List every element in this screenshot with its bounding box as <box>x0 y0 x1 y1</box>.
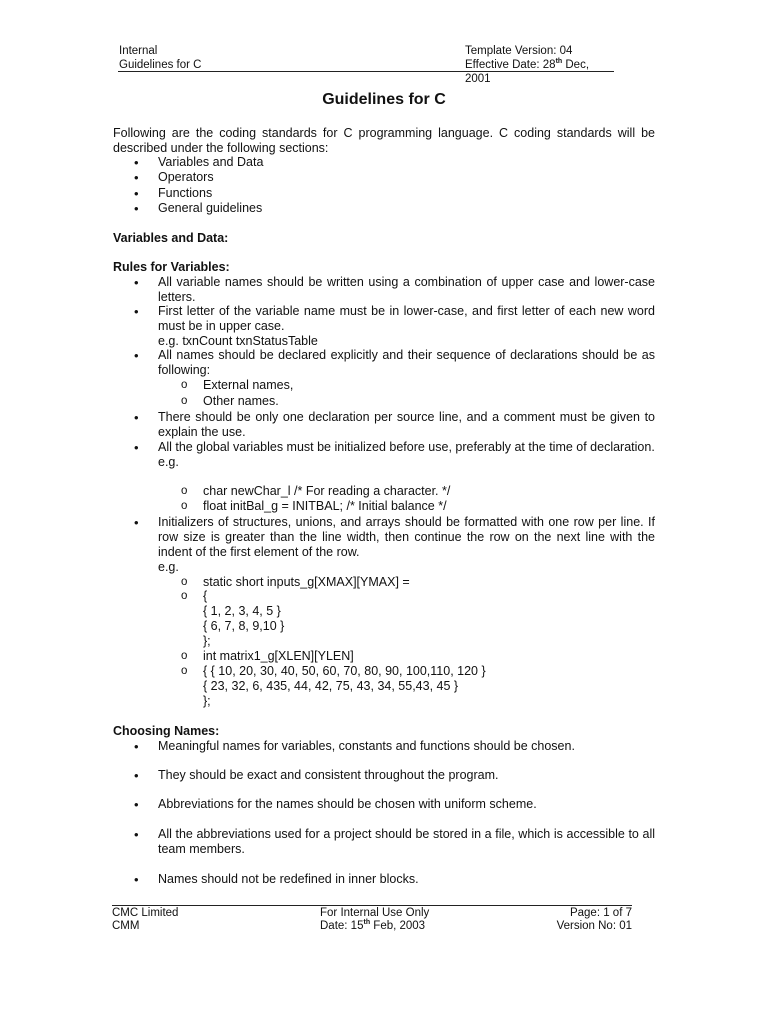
section-heading-choosing-names: Choosing Names: <box>113 724 220 738</box>
code-block: o { { 10, 20, 30, 40, 50, 60, 70, 80, 90, 100,110, 120 } { 23, 32, 6, 435, 44, 42, 75, 43, 34, 55,43, 45 } }; <box>181 664 486 708</box>
list-item: • All names should be declared explicitly and their sequence of declarations should be as following: <box>134 348 655 377</box>
sub-list-item: o External names, <box>181 378 294 392</box>
list-item: • Operators <box>134 170 214 185</box>
code-block: o { { 1, 2, 3, 4, 5 } { 6, 7, 8, 9,10 } }; <box>181 589 285 648</box>
header-doc-name: Guidelines for C <box>119 59 202 71</box>
sub-list-item: o char newChar_l /* For reading a character. */ <box>181 484 451 498</box>
list-item: • Functions <box>134 186 213 201</box>
header-right <box>465 44 614 86</box>
list-item: • They should be exact and consistent throughout the program. <box>134 768 499 783</box>
page-header <box>118 43 614 85</box>
list-item: • Initializers of structures, unions, and arrays should be formatted with one row per line. If row size is greater than the line width, then continue the row on the next line with the indent of the first element of the row. e.g. <box>134 515 655 574</box>
page-title: Guidelines for C <box>322 91 446 108</box>
footer-version: Version No: 01 <box>556 920 632 932</box>
header-effective-date: Effective Date: 28th Dec, 2001 <box>465 58 590 85</box>
list-item: • All the global variables must be initialized before use, preferably at the time of declaration. e.g. <box>134 440 655 469</box>
header-template-version: Template Version: 04 <box>465 45 573 57</box>
footer-right <box>557 907 632 933</box>
list-item: • Variables and Data <box>134 155 264 170</box>
list-item: • Abbreviations for the names should be chosen with uniform scheme. <box>134 797 537 812</box>
list-item: • All variable names should be written using a combination of upper case and lower-case letters. <box>134 275 655 304</box>
list-item: • Names should not be redefined in inner blocks. <box>134 872 419 887</box>
list-item: • Meaningful names for variables, constants and functions should be chosen. <box>134 739 575 754</box>
footer-page-number: Page: 1 of 7 <box>569 907 632 919</box>
page-footer <box>112 905 632 934</box>
code-line: o static short inputs_g[XMAX][YMAX] = <box>181 575 410 589</box>
intro-paragraph: Following are the coding standards for C programming language. C coding standards will be described under the following sections: <box>113 126 655 155</box>
footer-usage: For Internal Use Only <box>320 907 430 919</box>
header-internal: Internal <box>119 45 158 57</box>
list-item: • All the abbreviations used for a project should be stored in a file, which is accessible to all team members. <box>134 827 655 856</box>
footer-left <box>112 907 178 933</box>
footer-center <box>320 907 429 933</box>
list-item: • There should be only one declaration per source line, and a comment must be given to explain the use. <box>134 410 655 439</box>
sub-list-item: o float initBal_g = INITBAL; /* Initial balance */ <box>181 499 447 513</box>
code-line: o int matrix1_g[XLEN][YLEN] <box>181 649 354 663</box>
footer-date: Date: 15th Feb, 2003 <box>320 919 426 932</box>
header-left <box>119 44 201 72</box>
footer-dept: CMM <box>112 920 140 932</box>
list-item: • First letter of the variable name must be in lower-case, and first letter of each new word must be in upper case. e.g. txnCount txnStatusTable <box>134 304 655 348</box>
subheading-rules: Rules for Variables: <box>113 260 230 274</box>
section-heading-variables: Variables and Data: <box>113 231 229 245</box>
list-item: • General guidelines <box>134 201 263 216</box>
sub-list-item: o Other names. <box>181 394 279 408</box>
footer-company: CMC Limited <box>112 907 179 919</box>
